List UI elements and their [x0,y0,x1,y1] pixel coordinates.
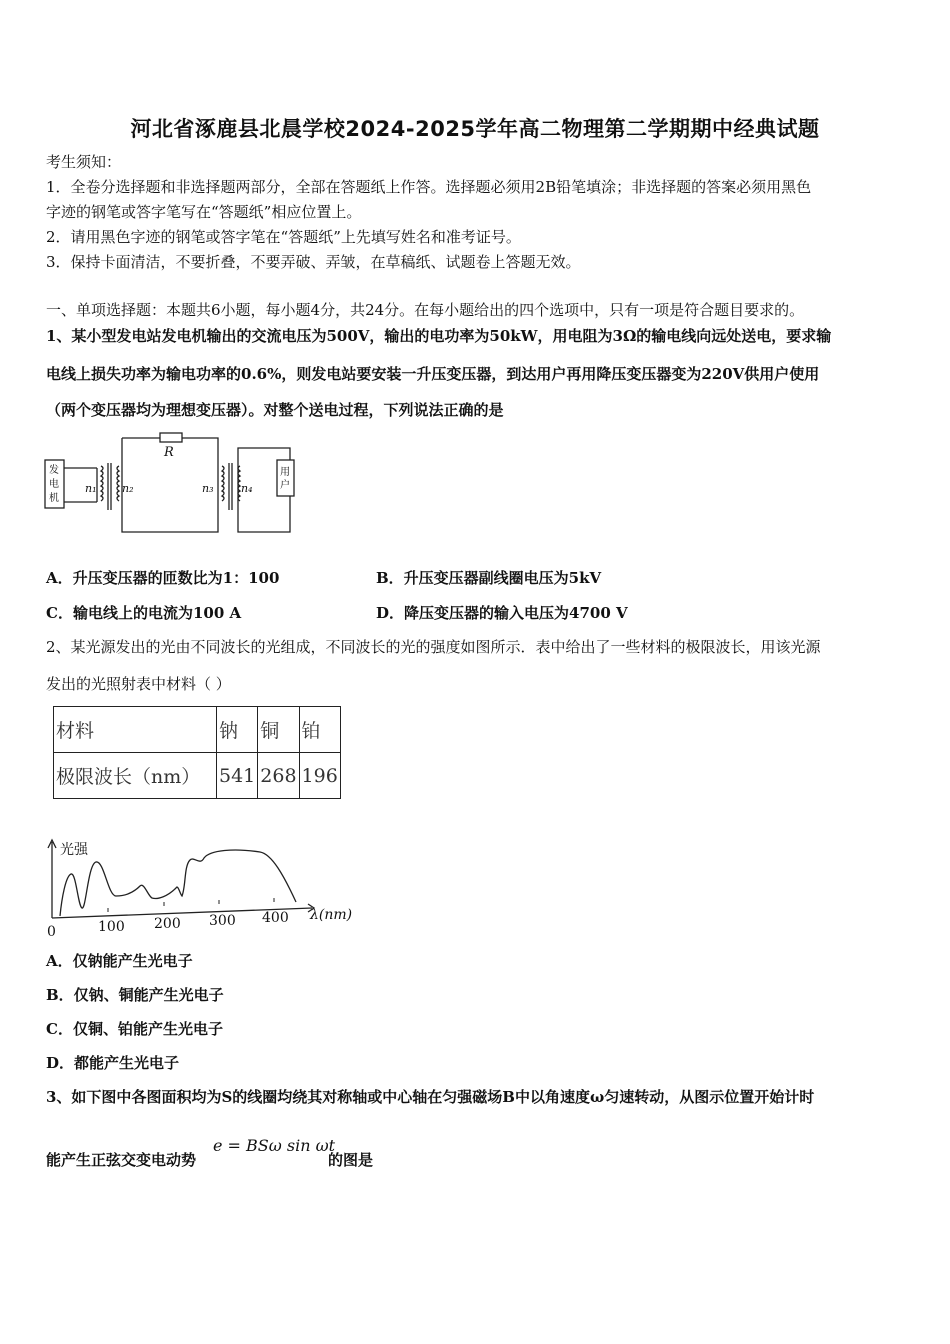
table-header-copper: 铜 [258,707,299,753]
table-header-material: 材料 [54,707,217,753]
table-header-platinum: 铂 [299,707,340,753]
transformer-circuit-figure [42,430,312,540]
question-3-line-1: 3、如下图中各图面积均为S的线圈均绕其对称轴或中心轴在匀强磁场B中以角速度ω匀速转动，从图示位置开始计时 [46,1088,815,1106]
table-row [54,707,341,753]
table-row [54,753,341,799]
table-cell-platinum: 196 [299,753,340,799]
question-3-line-2-prefix: 能产生正弦交变电动势 [46,1151,197,1169]
question-2-option-c[interactable]: C．仅铜、铂能产生光电子 [46,1020,223,1038]
question-2-line-2: 发出的光照射表中材料（ ） [46,675,231,693]
table-header-sodium: 钠 [217,707,258,753]
label-n3: n₃ [202,482,214,495]
question-1-line-3: （两个变压器均为理想变压器）。对整个送电过程，下列说法正确的是 [46,401,504,419]
question-2-line-1: 2、某光源发出的光由不同波长的光组成，不同波长的光的强度如图所示．表中给出了一些材料的极限波长，用该光源 [46,638,821,656]
question-2-option-d[interactable]: D．都能产生光电子 [46,1054,180,1072]
section-heading: 一、单项选择题：本题共6小题，每小题4分，共24分。在每小题给出的四个选项中，只有一项是符合题目要求的。 [46,301,805,319]
notice-item-1-line-2: 字迹的钢笔或答字笔写在“答题纸”相应位置上。 [46,203,362,221]
graph-tick-0: 0 [47,924,56,940]
notice-header: 考生须知： [46,153,122,171]
question-1-option-b[interactable]: B．升压变压器副线圈电压为5kV [376,569,602,587]
label-n4: n₄ [241,482,253,495]
graph-x-label: λ(nm) [310,907,353,923]
question-1-option-c[interactable]: C．输电线上的电流为100 A [46,604,242,622]
graph-tick-400: 400 [262,910,289,926]
notice-item-3: 3．保持卡面清洁，不要折叠，不要弄破、弄皱，在草稿纸、试题卷上答题无效。 [46,253,581,271]
user-char-2: 户 [280,480,290,491]
graph-tick-200: 200 [154,916,181,932]
table-cell-label: 极限波长（nm） [54,753,217,799]
question-1-line-2: 电线上损失功率为输电功率的0.6%，则发电站要安装一升压变压器，到达用户再用降压变压器变为220V供用户使用 [46,365,820,383]
light-intensity-graph [44,836,364,940]
question-2-option-a[interactable]: A．仅钠能产生光电子 [46,952,193,970]
intensity-curve [60,850,296,916]
notice-item-1-line-1: 1．全卷分选择题和非选择题两部分，全部在答题纸上作答。选择题必须用2B铅笔填涂；非选择题的答案必须用黑色 [46,178,812,196]
page-title: 河北省涿鹿县北晨学校2024-2025学年高二物理第二学期期中经典试题 [130,117,820,141]
question-2-option-b[interactable]: B．仅钠、铜能产生光电子 [46,986,224,1004]
notice-item-2: 2．请用黑色字迹的钢笔或答字笔在“答题纸”上先填写姓名和准考证号。 [46,228,521,246]
graph-tick-100: 100 [98,919,125,935]
table-cell-sodium: 541 [217,753,258,799]
graph-y-label: 光强 [60,842,88,858]
generator-char-2: 电 [49,479,59,490]
user-char-1: 用 [280,467,290,478]
resistor-label: R [164,445,174,460]
table-cell-copper: 268 [258,753,299,799]
question-1-line-1: 1、某小型发电站发电机输出的交流电压为500V，输出的电功率为50kW，用电阻为3Ω的输电线向远处送电，要求输 [46,327,832,345]
question-1-option-d[interactable]: D．降压变压器的输入电压为4700 V [376,604,628,622]
emf-formula: e = BSω sin ωt [213,1136,336,1155]
question-3-line-2-suffix: 的图是 [328,1151,374,1169]
generator-char-1: 发 [49,465,59,476]
graph-tick-300: 300 [209,913,236,929]
generator-char-3: 机 [49,493,59,504]
label-n1: n₁ [85,482,97,495]
question-1-option-a[interactable]: A．升压变压器的匝数比为1：100 [46,569,280,587]
material-table [53,706,341,799]
label-n2: n₂ [122,482,134,495]
